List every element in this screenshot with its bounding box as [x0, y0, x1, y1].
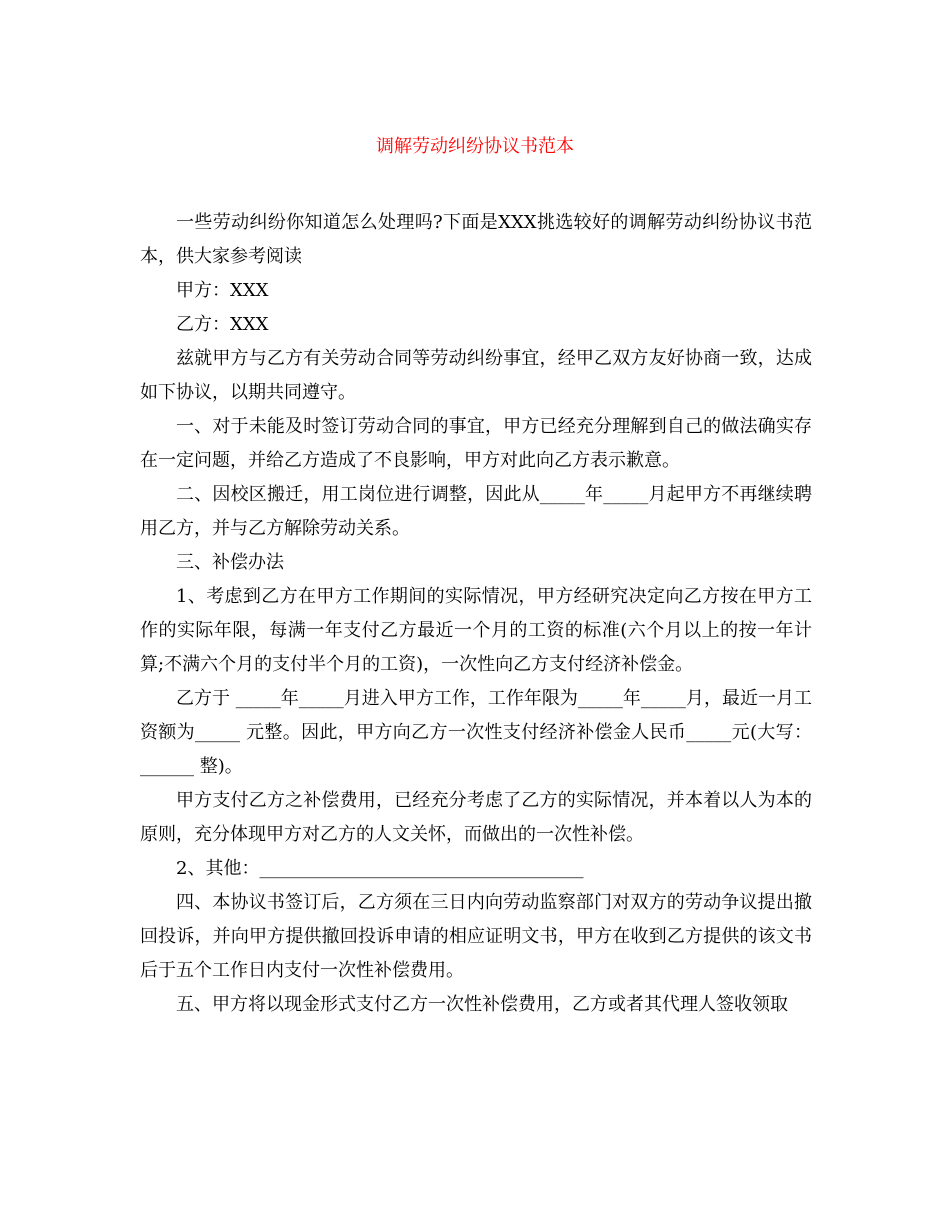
paragraph-clause-5: 五、甲方将以现金形式支付乙方一次性补偿费用，乙方或者其代理人签收领取 — [176, 994, 788, 1015]
paragraph-clause-4: 四、本协议书签订后，乙方须在三日内向劳动监察部门对双方的劳动争议提出撤回投诉，并向甲方提供撤回投诉申请的相应证明文书，甲方在收到乙方提供的该文书后于五个工作日内支付一次性补偿费用。 — [140, 892, 812, 981]
paragraph-compensation-amount: 乙方于 _____年_____月进入甲方工作，工作年限为_____年_____月，最近一月工资额为_____ 元整。因此，甲方向乙方一次性支付经济补偿金人民币_____元(大写：______ 整)。 — [140, 688, 812, 777]
paragraph-clause-3-heading: 三、补偿办法 — [176, 552, 284, 573]
paragraph-party-b: 乙方：XXX — [176, 314, 269, 335]
paragraph-intro: 一些劳动纠纷你知道怎么处理吗?下面是XXX挑选较好的调解劳动纠纷协议书范本，供大家参考阅读 — [140, 212, 812, 267]
paragraph-compensation-note: 甲方支付乙方之补偿费用，已经充分考虑了乙方的实际情况，并本着以人为本的原则，充分体现甲方对乙方的人文关怀，而做出的一次性补偿。 — [140, 790, 812, 845]
document-body — [140, 206, 812, 1022]
paragraph-party-a: 甲方：XXX — [176, 280, 269, 301]
paragraph-clause-1: 一、对于未能及时签订劳动合同的事宜，甲方已经充分理解到自己的做法确实存在一定问题，并给乙方造成了不良影响，甲方对此向乙方表示歉意。 — [140, 416, 812, 471]
paragraph-other: 2、其他：____________________________________ — [176, 858, 584, 879]
document-title: 调解劳动纠纷协议书范本 — [376, 136, 574, 157]
paragraph-clause-2: 二、因校区搬迁，用工岗位进行调整，因此从_____年_____月起甲方不再继续聘用乙方，并与乙方解除劳动关系。 — [140, 484, 812, 539]
paragraph-compensation-1: 1、考虑到乙方在甲方工作期间的实际情况，甲方经研究决定向乙方按在甲方工作的实际年限，每满一年支付乙方最近一个月的工资的标准(六个月以上的按一年计算;不满六个月的支付半个月的工资)，一次性向乙方支付经济补偿金。 — [140, 586, 812, 675]
paragraph-preamble: 兹就甲方与乙方有关劳动合同等劳动纠纷事宜，经甲乙双方友好协商一致，达成如下协议，以期共同遵守。 — [140, 348, 812, 403]
